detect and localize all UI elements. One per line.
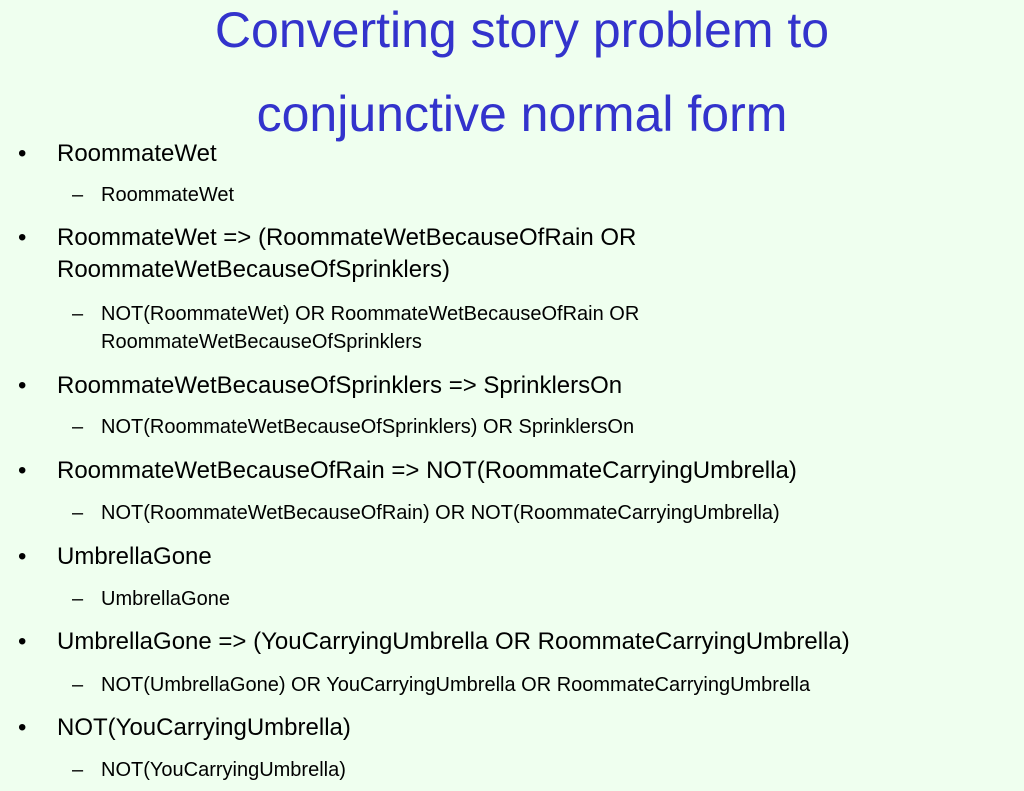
bullet-text: RoommateWet	[57, 140, 217, 167]
sub-bullet-text: NOT(YouCarryingUmbrella)	[101, 759, 346, 781]
sub-bullet-text-line-2: RoommateWetBecauseOfSprinklers	[101, 331, 422, 353]
sub-bullet-text: NOT(RoommateWetBecauseOfRain) OR NOT(RoommateCarryingUmbrella)	[101, 502, 780, 524]
bullet-marker: •	[18, 224, 27, 251]
bullet-marker: •	[18, 140, 27, 167]
bullet-marker: •	[18, 372, 27, 399]
bullet-marker: •	[18, 714, 27, 741]
title-line-2: conjunctive normal form	[256, 86, 788, 142]
bullet-text: NOT(YouCarryingUmbrella)	[57, 714, 351, 741]
sub-bullet-marker: –	[72, 674, 84, 696]
sub-bullet-marker: –	[72, 303, 84, 325]
title-line-1: Converting story problem to	[214, 2, 830, 58]
sub-bullet-text: NOT(UmbrellaGone) OR YouCarryingUmbrella OR RoommateCarryingUmbrella	[101, 674, 811, 696]
bullet-text: UmbrellaGone	[57, 543, 212, 570]
bullet-marker: •	[18, 543, 27, 570]
bullet-text-line-1: RoommateWet => (RoommateWetBecauseOfRain OR	[57, 224, 637, 251]
bullet-marker: •	[18, 628, 27, 655]
sub-bullet-text: NOT(RoommateWetBecauseOfSprinklers) OR SprinklersOn	[101, 416, 635, 438]
bullet-text: UmbrellaGone => (YouCarryingUmbrella OR RoommateCarryingUmbrella)	[57, 628, 850, 655]
sub-bullet-text: RoommateWet	[101, 184, 235, 206]
sub-bullet-text-line-1: NOT(RoommateWet) OR RoommateWetBecauseOfRain OR	[101, 303, 640, 325]
sub-bullet-text: UmbrellaGone	[101, 588, 230, 610]
bullet-text: RoommateWetBecauseOfRain => NOT(RoommateCarryingUmbrella)	[57, 457, 797, 484]
sub-bullet-marker: –	[72, 502, 84, 524]
bullet-text-line-2: RoommateWetBecauseOfSprinklers)	[57, 256, 451, 283]
sub-bullet-marker: –	[72, 416, 84, 438]
bullet-marker: •	[18, 457, 27, 484]
sub-bullet-marker: –	[72, 759, 84, 781]
bullet-text: RoommateWetBecauseOfSprinklers => SprinklersOn	[57, 372, 623, 399]
sub-bullet-marker: –	[72, 588, 84, 610]
sub-bullet-marker: –	[72, 184, 84, 206]
